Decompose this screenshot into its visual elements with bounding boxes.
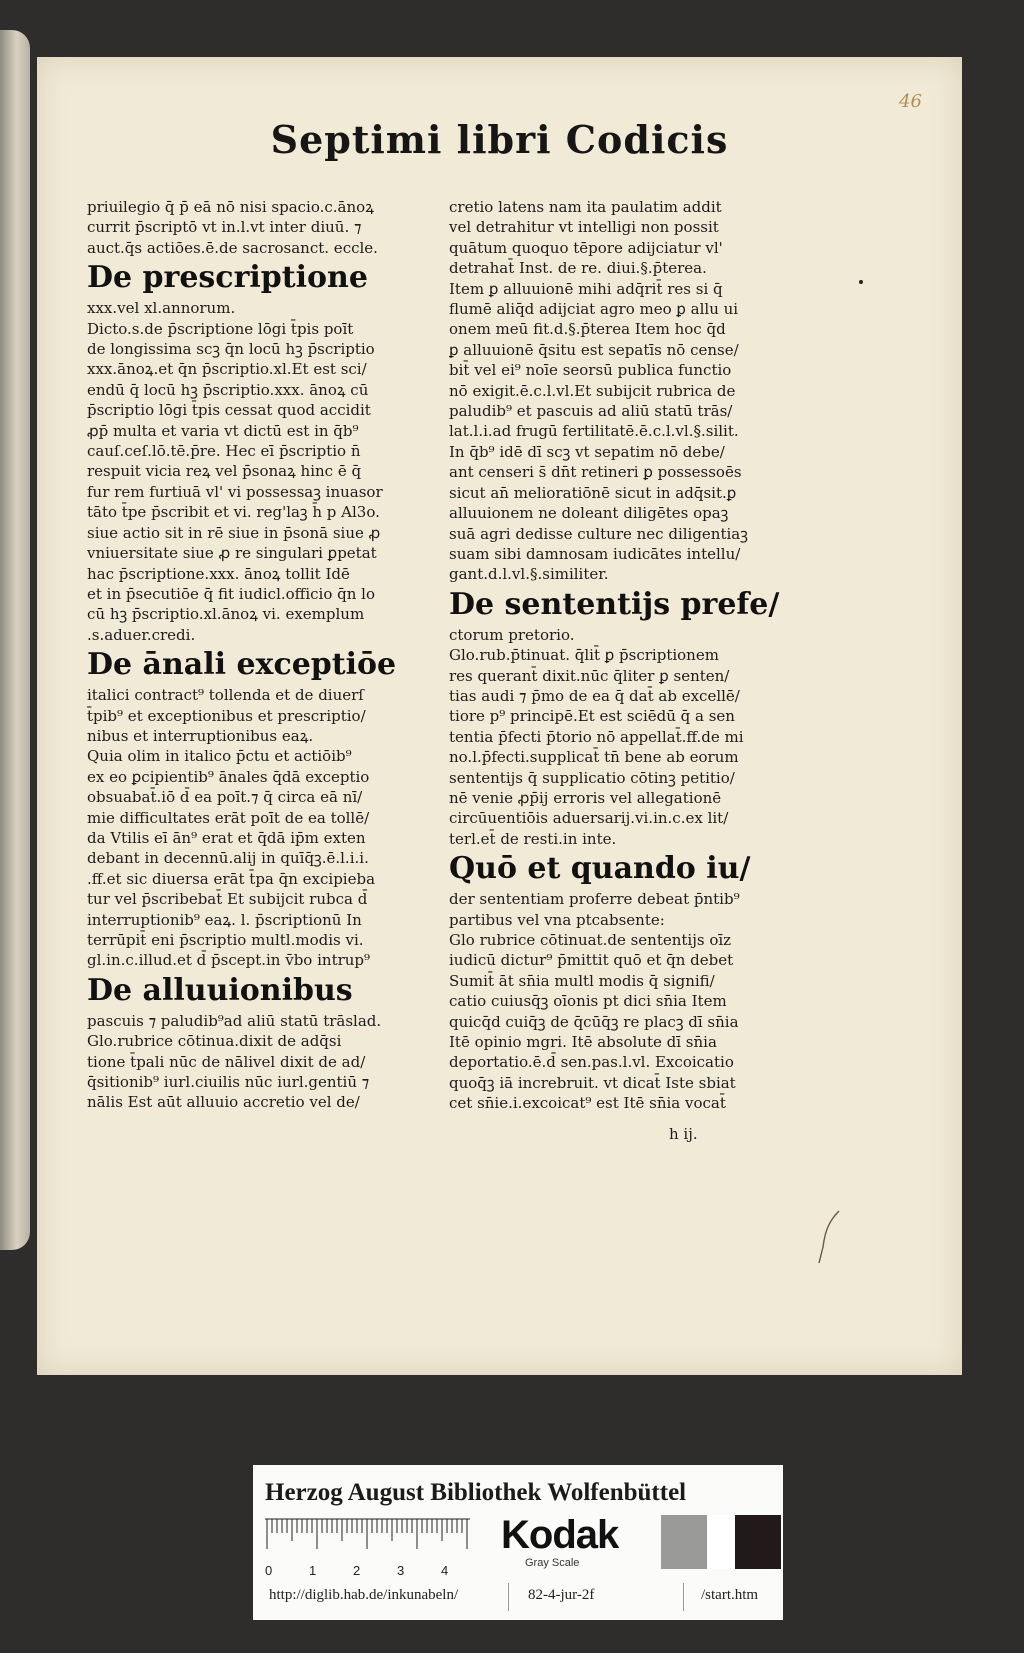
heading-de-alluuionibus: De alluuionibus: [87, 972, 353, 1008]
text-line: terrūpit̄ eni p̄scriptio multl.modis vi.: [87, 931, 364, 949]
text-line: cretio latens nam ita paulatim addit: [449, 198, 722, 216]
text-line: ꝓp̄ multa et varia vt dictū est in q̄b⁹: [87, 421, 359, 440]
black-swatch: [735, 1515, 781, 1569]
text-line: ex eo ꝑcipientib⁹ ānales q̄dā exceptio: [87, 767, 370, 786]
running-head: Septimi libri Codicis: [270, 117, 729, 162]
right-text-column: [449, 197, 779, 1114]
card-divider: [508, 1583, 509, 1611]
right-lines-c: [449, 889, 779, 1113]
text-line: gl.in.c.illud.et d̄ p̄scept.in v̄bo intrup⁹: [87, 951, 371, 970]
text-line: suam sibi damnosam iudicātes intellu/: [449, 544, 741, 563]
text-line: der sententiam proferre debeat p̄ntib⁹: [449, 890, 740, 909]
text-line: .s.aduer.credi.: [87, 625, 196, 644]
shelfmark: 82-4-jur-2f: [528, 1587, 595, 1603]
text-line: Sumit̄ āt sn̄ia multl modis q̄ signifi/: [449, 971, 715, 990]
library-title: Herzog August Bibliothek Wolfenbüttel: [265, 1479, 687, 1506]
text-line: priuilegio q̄ p̄ eā nō nisi spacio.c.ānoꝝ: [87, 198, 374, 216]
ruler-label-1: 1: [309, 1563, 317, 1577]
text-line: In q̄b⁹ idē dī scꝫ vt sepatim nō debe/: [449, 442, 725, 461]
text-line: italici contract⁹ tollenda et de diuerſ: [87, 686, 364, 705]
text-line: Glo rubrice cōtinuat.de sententijs oīz: [449, 931, 732, 949]
text-line: tiore p⁹ principē.Et est sciēdū q̄ a sen: [449, 707, 735, 726]
text-line: quātum quoquo tēpore adijciatur vl': [449, 238, 723, 257]
ruler-label-3: 3: [397, 1563, 405, 1577]
text-line: sententijs q̄ supplicatio cōtinꝫ petitio/: [449, 768, 735, 787]
text-line: partibus vel vna ptcabsente:: [449, 910, 665, 929]
white-swatch: [707, 1515, 735, 1569]
text-line: pascuis ⁊ paludib⁹ad aliū statū trāslad.: [87, 1011, 382, 1030]
text-line: nō exigit.ē.c.l.vl.Et subijcit rubrica de: [449, 381, 736, 400]
text-line: nālis Est aūt alluuio accretio vel de/: [87, 1093, 360, 1112]
text-line: xxx.vel xl.annorum.: [87, 299, 236, 318]
ruler-label-2: 2: [353, 1563, 361, 1577]
text-line: alluuionem ne doleant diligētes opaꝫ: [449, 504, 729, 523]
text-line: circūuentiōis aduersarij.vi.in.c.ex lit/: [449, 809, 729, 828]
text-line: terl.et̄ de resti.in inte.: [449, 829, 617, 848]
manuscript-page: [37, 57, 962, 1375]
text-line: q̄sitionib⁹ iurl.ciuilis nūc iurl.gentiū ⁊: [87, 1073, 370, 1092]
heading-de-prescriptione: De prescriptione: [87, 260, 368, 296]
heading-quo-et-quando: Quō et quando iu/: [449, 851, 751, 887]
ruler-label-0: 0: [265, 1563, 273, 1577]
measurement-ruler: [265, 1517, 475, 1577]
start-link: /start.htm: [701, 1587, 759, 1603]
text-line: nibus et interruptionibus eaꝝ.: [87, 726, 314, 745]
text-line: catio cuiusq̄ꝫ oīonis pt dici sn̄ia Item: [449, 992, 727, 1011]
text-line: debant in decennū.alij in quīq̄ꝫ.ē.l.i.i.: [87, 849, 369, 868]
ink-dot: [859, 280, 863, 284]
left-lines-a: [87, 197, 417, 258]
text-line: cauſ.ceſ.lō.tē.p̄re. Hec eī p̄scriptio n̄: [87, 442, 361, 461]
text-line: nē venie ꝓp̄ij erroris vel allegationē: [449, 788, 722, 807]
text-line: tāto t̄pe p̄scribit et vi. reg'laꝫ h̄ p Al3o.: [87, 503, 380, 522]
text-line: flumē aliq̄d adijciat agro meo ꝑ allu ui: [449, 300, 739, 319]
text-line: obsuabat̄.iō d̄ ea poīt.⁊ q̄ circa eā nī/: [87, 788, 363, 807]
marginal-pen-mark: [817, 1207, 847, 1267]
text-line: detrahat̄ Inst. de re. diui.§.p̄terea.: [449, 259, 707, 278]
text-line: quicq̄d cuiq̄ꝫ de q̄cūq̄ꝫ re placꝫ dī sn̄ia: [449, 1012, 739, 1031]
text-line: iudicū dictur⁹ p̄mittit quō et q̄n debet: [449, 951, 734, 970]
left-lines-c: [87, 685, 417, 971]
gray-scale-label: Gray Scale: [525, 1557, 580, 1569]
text-line: tias audi ⁊ p̄mo de ea q̄ dat̄ ab excellē/: [449, 686, 740, 705]
text-line: currit p̄scriptō vt in.l.vt inter diuū. ⁊: [87, 218, 362, 237]
card-divider: [683, 1583, 684, 1611]
text-line: cū hꝫ p̄scriptio.xl.ānoꝝ vi. exemplum: [87, 605, 365, 624]
text-line: paludib⁹ et pascuis ad aliū statū trās/: [449, 402, 733, 421]
text-line: et in p̄secutiōe q̄ fit iudicl.officio q̄n lo: [87, 584, 375, 603]
text-line: sicut an̄ melioratiōnē sicut in adq̄sit.ꝑ: [449, 483, 737, 502]
kodak-logo: Kodak: [501, 1513, 619, 1557]
book-page-stack: [0, 30, 30, 1250]
text-line: ꝑ alluuionē q̄situ est sepatīs nō cense/: [449, 340, 739, 359]
text-line: res querant̄ dixit.nūc q̄liter ꝑ senten/: [449, 666, 730, 685]
source-url: http://diglib.hab.de/inkunabeln/: [269, 1587, 459, 1603]
text-line: bit̄ vel ei⁹ noīe seorsū publica functio: [449, 361, 732, 380]
text-line: interruptionib⁹ eaꝝ. l. p̄scriptionū In: [87, 910, 362, 929]
text-line: de longissima scꝫ q̄n locū hꝫ p̄scriptio: [87, 340, 375, 359]
left-text-column: [87, 197, 417, 1113]
text-line: respuit vicia reꝝ vel p̄sonaꝝ hinc ē q̄: [87, 462, 362, 481]
text-line: da Vtilis eī ān⁹ erat et q̄dā ip̄m exten: [87, 828, 366, 847]
text-line: fur rem furtiuā vl' vi possessaꝫ inuasor: [87, 482, 383, 501]
text-line: lat.l.i.ad frugū fertilitatē.ē.c.l.vl.§.silit.: [449, 422, 739, 441]
text-line: tentia p̄fecti p̄torio nō appellat̄.ff.de mi: [449, 727, 744, 746]
text-line: endū q̄ locū hꝫ p̄scriptio.xxx. ānoꝝ cū: [87, 380, 369, 399]
text-line: Item ꝑ alluuionē mihi adq̄rit̄ res si q̄: [449, 279, 723, 298]
text-line: vel detrahitur vt intelligi non possit: [449, 218, 719, 237]
text-line: hac p̄scriptione.xxx. ānoꝝ tollit Idē: [87, 564, 350, 583]
text-line: ctorum pretorio.: [449, 625, 575, 644]
gray-swatch: [661, 1515, 707, 1569]
text-line: tione t̄pali nūc de nālivel dixit de ad/: [87, 1052, 366, 1071]
text-line: Dicto.s.de p̄scriptione lōgi t̄pis poīt: [87, 319, 354, 338]
folio-number: 46: [899, 91, 922, 112]
text-line: Glo.rubrice cōtinua.dixit de adq̄si: [87, 1032, 342, 1051]
text-line: no.l.p̄fecti.supplicat̄ tn̄ bene ab eorum: [449, 748, 739, 767]
text-line: .ff.et sic diuersa erāt t̄pa q̄n excipieba: [87, 869, 376, 888]
color-scale-card: [253, 1465, 783, 1620]
heading-de-sententijs: De sententijs prefe/: [449, 586, 780, 622]
left-lines-b: [87, 298, 417, 645]
text-line: mie difficultates erāt poīt de ea tollē/: [87, 808, 370, 827]
text-line: xxx.ānoꝝ.et q̄n p̄scriptio.xl.Et est sci/: [87, 360, 367, 379]
text-line: p̄scriptio lōgi t̄pis cessat quod accidit: [87, 401, 371, 420]
text-line: onem meū fit.d.§.p̄terea Item hoc q̄d: [449, 320, 726, 339]
left-lines-d: [87, 1011, 417, 1113]
right-lines-b: [449, 625, 779, 849]
heading-de-annali-exceptione: De ānali exceptiōe: [87, 647, 397, 683]
text-line: suā agri dedisse culture nec diligentiaꝫ: [449, 524, 748, 543]
text-line: gant.d.l.vl.§.similiter.: [449, 565, 609, 584]
text-line: ant censeri s̄ dn̄t retineri ꝑ possessoēs: [449, 463, 742, 482]
text-line: auct.q̄s actiōes.ē.de sacrosanct. eccle.: [87, 238, 378, 257]
text-line: deportatio.ē.d̄ sen.pas.l.vl. Excoicatio: [449, 1053, 734, 1072]
text-line: siue actio sit in rē siue in p̄sonā siue ꝓ: [87, 523, 381, 542]
text-line: quoq̄ꝫ iā increbruit. vt dicat̄ Iste sbiat: [449, 1073, 736, 1092]
text-line: tur vel p̄scribebat̄ Et subijcit rubca d̄: [87, 890, 368, 909]
text-line: Glo.rub.p̄tinuat. q̄lit̄ ꝑ p̄scriptionem: [449, 646, 719, 665]
text-line: cet sn̄ie.i.excoicat⁹ est Itē sn̄ia vocat̄: [449, 1094, 726, 1113]
text-line: vniuersitate siue ꝓ re singulari ꝑpetat: [87, 544, 377, 563]
text-line: t̄pib⁹ et exceptionibus et prescriptio/: [87, 706, 366, 725]
text-line: Itē opinio mgri. Itē absolute dī sn̄ia: [449, 1033, 717, 1052]
ruler-label-4: 4: [441, 1563, 449, 1577]
right-lines-a: [449, 197, 779, 585]
text-line: Quia olim in italico p̄ctu et actiōib⁹: [87, 747, 352, 766]
signature-mark: h ij.: [669, 1125, 698, 1143]
